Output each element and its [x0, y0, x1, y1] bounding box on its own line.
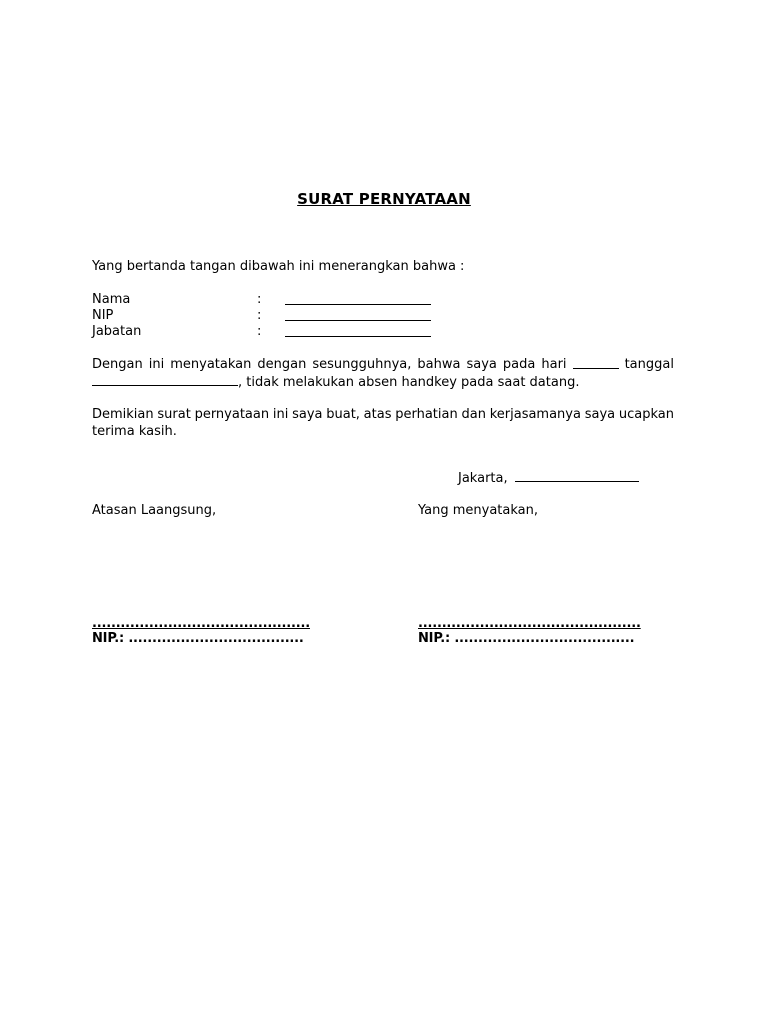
signature-name-left: ..............................................: [92, 616, 310, 631]
place-date: [458, 469, 639, 487]
field-label-jabatan: Jabatan: [92, 324, 142, 339]
signature-heading-left: Atasan Laangsung,: [92, 503, 217, 518]
closing-word: surat: [157, 407, 191, 422]
statement-word: ini: [148, 357, 165, 372]
statement-word: sesungguhnya,: [312, 357, 412, 372]
day-blank: [573, 356, 619, 369]
field-blank-nama: [285, 293, 431, 305]
closing-line-1: [92, 406, 674, 423]
statement-word: pada: [502, 357, 536, 372]
statement-word: dengan: [257, 357, 307, 372]
closing-word: saya: [584, 407, 616, 422]
document-title: SURAT PERNYATAAN: [297, 190, 471, 208]
statement-line-2: [92, 373, 674, 391]
closing-word: saya: [292, 407, 323, 422]
place-label: Jakarta,: [458, 471, 508, 486]
closing-word: pernyataan: [194, 407, 270, 422]
closing-word: perhatian: [395, 407, 458, 422]
field-colon: :: [257, 292, 262, 307]
field-jabatan: [92, 324, 492, 340]
statement-word: hari: [541, 357, 567, 372]
closing-word: atas: [363, 407, 392, 422]
statement-word: menyatakan: [170, 357, 252, 372]
closing-word: dan: [461, 407, 486, 422]
closing-word: buat,: [326, 407, 360, 422]
statement-word: bahwa: [417, 357, 461, 372]
signature-name-right: ...............................................: [418, 616, 641, 631]
field-label-nip: NIP: [92, 308, 114, 323]
closing-word: Demikian: [92, 407, 154, 422]
field-blank-nip: [285, 309, 431, 321]
closing-line-2: terima kasih.: [92, 424, 177, 439]
statement-word: tanggal: [624, 357, 674, 372]
statement-word: saya: [466, 357, 497, 372]
closing-word: ini: [272, 407, 289, 422]
date-blank: [92, 373, 238, 386]
statement-line-1: [92, 356, 674, 373]
field-blank-jabatan: [285, 325, 431, 337]
intro-text: Yang bertanda tangan dibawah ini menerangkan bahwa :: [92, 259, 465, 274]
signature-nip-right: NIP.: ......................................: [418, 631, 635, 646]
field-nama: [92, 292, 492, 308]
signature-nip-left: NIP.: .....................................: [92, 631, 304, 646]
field-colon: :: [257, 308, 262, 323]
field-nip: [92, 308, 492, 324]
date-signature-blank: [515, 469, 639, 482]
signature-heading-right: Yang menyatakan,: [418, 503, 539, 518]
closing-word: kerjasamanya: [489, 407, 581, 422]
statement-paragraph: [92, 356, 674, 391]
closing-paragraph: [92, 406, 674, 440]
field-label-nama: Nama: [92, 292, 131, 307]
closing-word: ucapkan: [618, 407, 674, 422]
statement-word: Dengan: [92, 357, 143, 372]
statement-tail: , tidak melakukan absen handkey pada saat datang.: [238, 375, 580, 390]
field-colon: :: [257, 324, 262, 339]
